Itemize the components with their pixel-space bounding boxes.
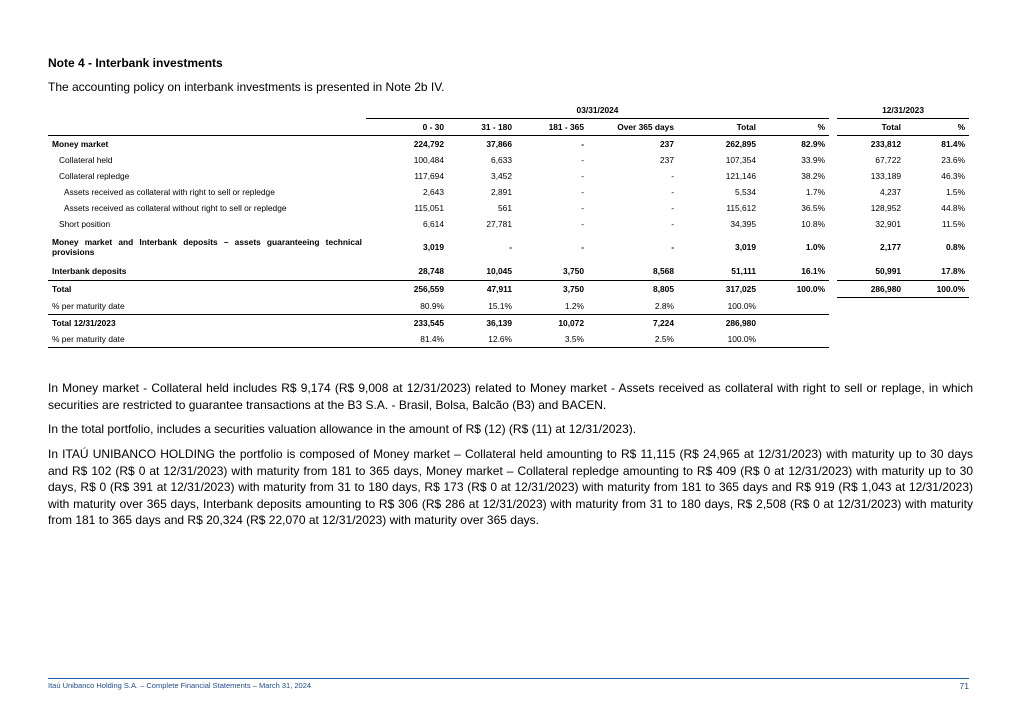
- cell: -: [581, 203, 584, 213]
- col-header-percent: %: [760, 119, 833, 136]
- cell: -: [671, 171, 674, 181]
- cell: 3,750: [516, 281, 588, 298]
- cell: 115,612: [726, 203, 756, 213]
- cell: 82.9%: [760, 136, 833, 153]
- cell: -: [671, 187, 674, 197]
- page-number: 71: [959, 681, 969, 691]
- cell: 3,452: [491, 171, 512, 181]
- cell: 286,980: [725, 317, 756, 328]
- cell: 10,045: [486, 266, 512, 276]
- row-label: Assets received as collateral without right to sell or repledge: [64, 203, 287, 213]
- table-row: [48, 200, 969, 216]
- cell: 50,991: [875, 266, 902, 276]
- cell: 2,177: [880, 242, 902, 252]
- cell: 100.0%: [905, 281, 969, 298]
- row-label: % per maturity date: [48, 331, 366, 348]
- col-header-0-30: 0 - 30: [366, 119, 448, 136]
- cell: -: [581, 139, 584, 149]
- table-row: [48, 168, 969, 184]
- cell: 5,534: [735, 187, 756, 197]
- cell: -: [671, 242, 674, 252]
- table-row: [48, 262, 969, 281]
- cell: 34,395: [730, 219, 756, 229]
- cell: 32,901: [875, 219, 902, 229]
- cell: 133,189: [870, 171, 902, 181]
- cell: 33.9%: [760, 152, 833, 168]
- cell: 46.3%: [941, 171, 966, 181]
- cell: 51,111: [731, 266, 756, 276]
- col-header-total-prior: Total: [833, 119, 905, 136]
- cell: 80.9%: [366, 298, 448, 315]
- table-row: [48, 331, 969, 348]
- row-label: Total: [48, 281, 366, 298]
- cell: 16.1%: [760, 262, 833, 281]
- cell: 36,139: [486, 317, 512, 328]
- row-label: Short position: [59, 219, 111, 229]
- row-label: Total 12/31/2023: [52, 317, 116, 328]
- cell: 36.5%: [760, 200, 833, 216]
- cell: 117,694: [414, 171, 444, 181]
- cell: 1.2%: [516, 298, 588, 315]
- cell: 224,792: [413, 139, 444, 149]
- cell: 47,911: [448, 281, 516, 298]
- cell: 256,559: [366, 281, 448, 298]
- cell: 1.0%: [760, 232, 833, 262]
- cell: 2,891: [491, 187, 512, 197]
- cell: -: [509, 242, 512, 252]
- cell: -: [581, 155, 584, 165]
- cell: 10,072: [558, 317, 584, 328]
- cell: 23.6%: [941, 155, 966, 165]
- cell: 1.7%: [760, 184, 833, 200]
- cell: 317,025: [678, 281, 760, 298]
- cell: 2.5%: [588, 331, 678, 348]
- cell: 262,895: [725, 139, 756, 149]
- cell: 128,952: [870, 203, 902, 213]
- cell: 10.8%: [760, 216, 833, 232]
- cell: 11.5%: [941, 219, 966, 229]
- cell: 2,643: [423, 187, 444, 197]
- group-header-current: 03/31/2024: [366, 102, 833, 119]
- row-label: Money market and Interbank deposits – assets guaranteeing technical provisions: [52, 237, 362, 257]
- col-header-31-180: 31 - 180: [448, 119, 516, 136]
- cell: 37,866: [486, 139, 512, 149]
- table-row-total: [48, 281, 969, 298]
- cell: 100.0%: [678, 331, 760, 348]
- col-header-181-365: 181 - 365: [516, 119, 588, 136]
- cell: -: [671, 219, 674, 229]
- cell: 81.4%: [366, 331, 448, 348]
- col-header-percent-prior: %: [905, 119, 969, 136]
- table-row-total-prior: [48, 314, 969, 331]
- cell: -: [581, 171, 584, 181]
- footer-divider: [48, 678, 969, 679]
- cell: 286,980: [833, 281, 905, 298]
- cell: 100.0%: [760, 281, 833, 298]
- cell: 8,805: [588, 281, 678, 298]
- paragraph-valuation-allowance: In the total portfolio, includes a securities valuation allowance in the amount of R$ (12) (R$ (11) at 12/31/2023).: [48, 422, 637, 436]
- cell: 38.2%: [760, 168, 833, 184]
- cell: 237: [660, 139, 674, 149]
- cell: 561: [498, 203, 512, 213]
- cell: 27,781: [486, 219, 512, 229]
- row-label: % per maturity date: [48, 298, 366, 315]
- cell: 3.5%: [516, 331, 588, 348]
- cell: 6,633: [491, 155, 512, 165]
- cell: 1.5%: [945, 187, 966, 197]
- col-header-total: Total: [678, 119, 760, 136]
- cell: 7,224: [653, 317, 674, 328]
- cell: 44.8%: [941, 203, 966, 213]
- table-row: [48, 216, 969, 232]
- cell: 233,812: [870, 139, 902, 149]
- cell: 121,146: [725, 171, 756, 181]
- row-label: Interbank deposits: [52, 266, 127, 276]
- interbank-investments-table: [48, 102, 969, 348]
- cell: 0.8%: [945, 242, 966, 252]
- cell: 15.1%: [448, 298, 516, 315]
- cell: 6,614: [423, 219, 444, 229]
- table-row: [48, 184, 969, 200]
- cell: -: [581, 242, 584, 252]
- cell: 115,051: [414, 203, 444, 213]
- paragraph-collateral-held: In Money market - Collateral held includes R$ 9,174 (R$ 9,008 at 12/31/2023) related to Money market - Assets received as collateral with right to sell or replage, in which securities are restricted to guarantee transactions at the B3 S.A. - Brasil, Bolsa, Balcão (B3) and BACEN.: [48, 381, 973, 412]
- row-label: Assets received as collateral with right to sell or repledge: [64, 187, 275, 197]
- cell: 81.4%: [941, 139, 966, 149]
- table-row: [48, 152, 969, 168]
- cell: 3,750: [563, 266, 584, 276]
- cell: 28,748: [418, 266, 444, 276]
- cell: 67,722: [875, 155, 902, 165]
- table-row: [48, 298, 969, 315]
- col-header-over-365: Over 365 days: [588, 119, 678, 136]
- cell: 107,354: [725, 155, 756, 165]
- cell: -: [671, 203, 674, 213]
- table-row: [48, 136, 969, 153]
- table-row: [48, 232, 969, 262]
- note-title: Note 4 - Interbank investments: [48, 56, 223, 70]
- row-label: Money market: [52, 139, 109, 149]
- cell: 237: [660, 155, 674, 165]
- paragraph-holding-portfolio: In ITAÚ UNIBANCO HOLDING the portfolio is composed of Money market – Collateral held amounting to R$ 11,115 (R$ 24,965 at 12/31/2023) with maturity up to 30 days and R$ 102 (R$ 0 at 12/31/2023) with maturity from 181 to 365 days, Money market – Collateral repledge amounting to R$ 409 (R$ 0 at 12/31/2023) with maturity up to 30 days, R$ 0 (R$ 391 at 12/31/2023) with maturity from 31 to 180 days, R$ 173 (R$ 0 at 12/31/2023) with maturity from 181 to 365 days and R$ 919 (R$ 1,043 at 12/31/2023) with maturity over 365 days, Interbank deposits amounting to R$ 306 (R$ 286 at 12/31/2023) with maturity from 31 to 180 days, R$ 2,508 (R$ 0 at 12/31/2023) with maturity from 181 to 365 days and R$ 20,324 (R$ 22,070 at 12/31/2023) with maturity over 365 days.: [48, 447, 973, 527]
- cell: 100,484: [413, 155, 444, 165]
- cell: 3,019: [423, 242, 444, 252]
- row-label: Collateral repledge: [59, 171, 130, 181]
- cell: 12.6%: [448, 331, 516, 348]
- note-intro: The accounting policy on interbank investments is presented in Note 2b IV.: [48, 80, 445, 94]
- cell: 4,237: [880, 187, 902, 197]
- footer-text: Itaú Unibanco Holding S.A. – Complete Financial Statements – March 31, 2024: [48, 681, 312, 690]
- cell: -: [581, 187, 584, 197]
- cell: 233,545: [413, 317, 444, 328]
- cell: -: [581, 219, 584, 229]
- cell: 100.0%: [678, 298, 760, 315]
- group-header-prior: 12/31/2023: [833, 102, 969, 119]
- cell: 17.8%: [941, 266, 966, 276]
- row-label: Collateral held: [59, 155, 113, 165]
- cell: 8,568: [653, 266, 674, 276]
- cell: 3,019: [735, 242, 756, 252]
- cell: 2.8%: [588, 298, 678, 315]
